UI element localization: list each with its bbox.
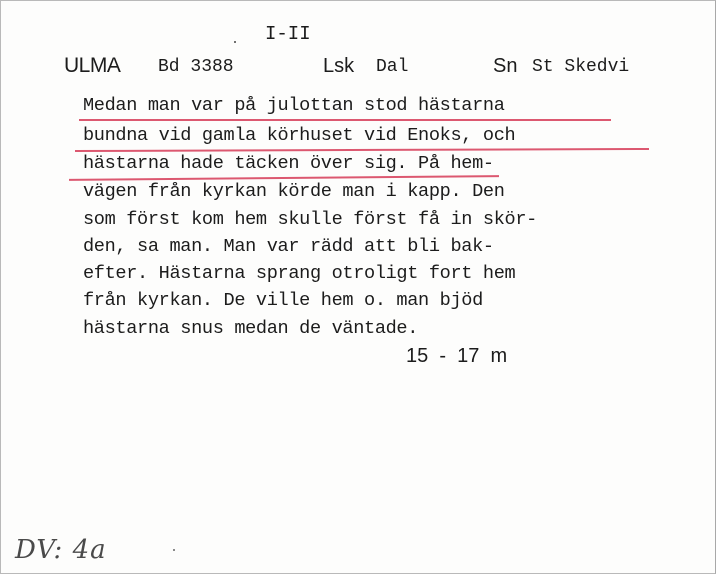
red-underline-3 <box>69 175 499 180</box>
stray-dot-mark <box>234 41 236 43</box>
red-underline-1 <box>79 119 611 121</box>
text-line-6: den, sa man. Man var rädd att bli bak- <box>83 236 494 257</box>
stray-dot-mark-2 <box>173 549 175 551</box>
parish-value: St Skedvi <box>532 57 630 77</box>
volume-label: I-II <box>265 23 311 45</box>
province-label: Lsk <box>323 55 355 77</box>
text-line-3: hästarna hade täcken över sig. På hem- <box>83 153 494 174</box>
text-line-1: Medan man var på julottan stod hästarna <box>83 95 505 116</box>
red-underline-2 <box>75 148 649 152</box>
handwritten-note: DV: 4a <box>15 535 107 565</box>
province-value: Dal <box>376 57 409 77</box>
text-line-5: som först kom hem skulle först få in skör- <box>83 209 537 230</box>
text-line-8: från kyrkan. De ville hem o. man bjöd <box>83 290 483 311</box>
volume-number: Bd 3388 <box>158 57 234 77</box>
text-line-2: bundna vid gamla körhuset vid Enoks, och <box>83 125 516 146</box>
text-line-4: vägen från kyrkan körde man i kapp. Den <box>83 181 505 202</box>
archive-name: ULMA <box>64 54 121 77</box>
text-line-7: efter. Hästarna sprang otroligt fort hem <box>83 263 516 284</box>
measurement-range: 15 - 17 m <box>406 345 508 367</box>
parish-label: Sn <box>493 55 518 77</box>
text-line-9: hästarna snus medan de väntade. <box>83 318 419 339</box>
